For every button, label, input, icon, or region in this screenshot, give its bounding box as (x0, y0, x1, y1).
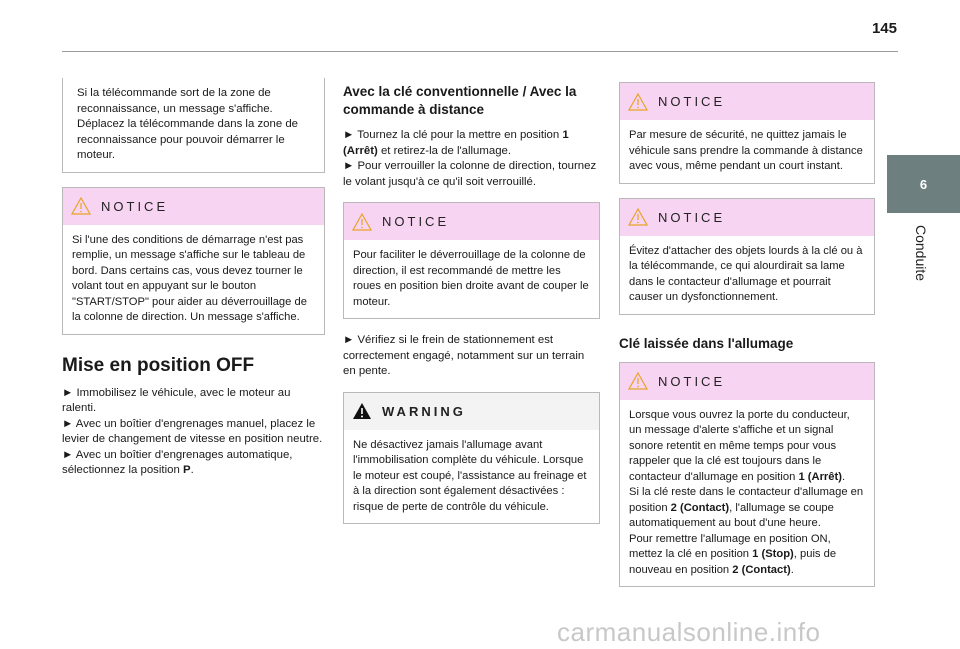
bullet: ► Pour verrouiller la colonne de direction, tournez le volant jusqu'à ce qu'il soit verrouillé. (343, 160, 597, 188)
header-rule (62, 51, 898, 52)
watermark: carmanualsonline.info (557, 617, 821, 647)
notice-header (344, 203, 599, 240)
notice-box (343, 202, 600, 319)
page-number: 145 (871, 20, 897, 37)
section-heading: Avec la clé conventionnelle / Avec la commande à distance (343, 84, 577, 117)
warning-triangle-icon (628, 372, 648, 390)
notice-header (620, 83, 874, 120)
notice-body: Pour faciliter le déverrouillage de la colonne de direction, il est recommandé de mettre les roues en position bien droite avant de couper le moteur. (353, 249, 589, 308)
bullet: ► Immobilisez le véhicule, avec le moteur au ralenti. (62, 386, 291, 414)
column-3 (619, 82, 875, 601)
warning-box (343, 392, 600, 525)
notice-body: Si l'une des conditions de démarrage n'est pas remplie, un message s'affiche sur le tableau de bord. Dans certains cas, vous devez tourner le volant tout en appuyant sur le bouton "START/STOP" pour aider au déverrouillage de la colonne de direction. Un message s'affiche. (72, 233, 307, 323)
column-1 (62, 78, 325, 479)
warning-body: Ne désactivez jamais l'allumage avant l'immobilisation complète du véhicule. Lorsque le moteur est coupé, l'assistance au freinage et à la direction sont également désactivées : risque de perte de contrôle du véhicule. (353, 438, 587, 513)
warning-triangle-icon (352, 402, 372, 420)
notice-title: NOTICE (101, 198, 169, 214)
intro-box (62, 78, 325, 173)
notice-title: NOTICE (658, 209, 726, 225)
notice-header (620, 199, 874, 236)
chapter-number: 6 (919, 176, 928, 192)
notice-title: NOTICE (658, 94, 726, 109)
notice-title: NOTICE (658, 373, 726, 389)
warning-triangle-icon (628, 208, 648, 226)
warning-title: WARNING (382, 403, 466, 419)
chapter-tab[interactable] (887, 155, 960, 213)
notice-box (619, 82, 875, 184)
notice-box (619, 198, 875, 315)
intro-text: Si la télécommande sort de la zone de reconnaissance, un message s'affiche. Déplacez la télécommande dans la zone de reconnaissance pour pouvoir démarrer le moteur. (77, 87, 298, 161)
bullet: ► Avec un boîtier d'engrenages manuel, placez le levier de changement de vitesse en position neutre. (62, 417, 323, 445)
warning-triangle-icon (628, 93, 648, 111)
notice-title: NOTICE (382, 214, 450, 229)
section-heading: Clé laissée dans l'allumage (619, 335, 794, 351)
column-2 (343, 83, 600, 538)
notice-box (619, 362, 875, 588)
section-heading: Mise en position OFF (62, 354, 255, 376)
chapter-label: Conduite (913, 225, 929, 282)
warning-header (344, 393, 599, 430)
warning-triangle-icon (71, 197, 91, 215)
bullet: ► Vérifiez si le frein de stationnement est correctement engagé, notamment sur un terrain en pente. (343, 334, 585, 377)
notice-body: Évitez d'attacher des objets lourds à la clé ou à la télécommande, ce qui alourdirait sa lame dans le contacteur d'allumage et pourrait causer un dysfonctionnement. (629, 244, 863, 303)
bullet: ► Tournez la clé pour la mettre en position 1 (Arrêt) et retirez-la de l'allumage. (343, 129, 569, 157)
notice-header (63, 188, 324, 225)
notice-body: Par mesure de sécurité, ne quittez jamais le véhicule sans prendre la commande à distance avec vous, même pendant un court instant. (629, 129, 863, 172)
notice-box (62, 187, 325, 335)
chapter-label-area (887, 213, 960, 313)
warning-triangle-icon (352, 213, 372, 231)
bullet: ► Avec un boîtier d'engrenages automatique, sélectionnez la position P. (62, 448, 293, 476)
notice-header (620, 363, 874, 400)
notice-body: Lorsque vous ouvrez la porte du conducteur, un message d'alerte s'affiche et un signal sonore retentit en même temps pour vous rappeler que la clé est toujours dans le contacteur d'allumage en position 1 (Arrêt). Si la clé reste dans le contacteur d'allumage en position 2 (Contact), l'allumage se coupe automatiquement au bout d'une heure. Pour remettre l'allumage en position ON, mettez la clé en position 1 (Stop), puis de nouveau en position 2 (Contact). (629, 408, 864, 576)
